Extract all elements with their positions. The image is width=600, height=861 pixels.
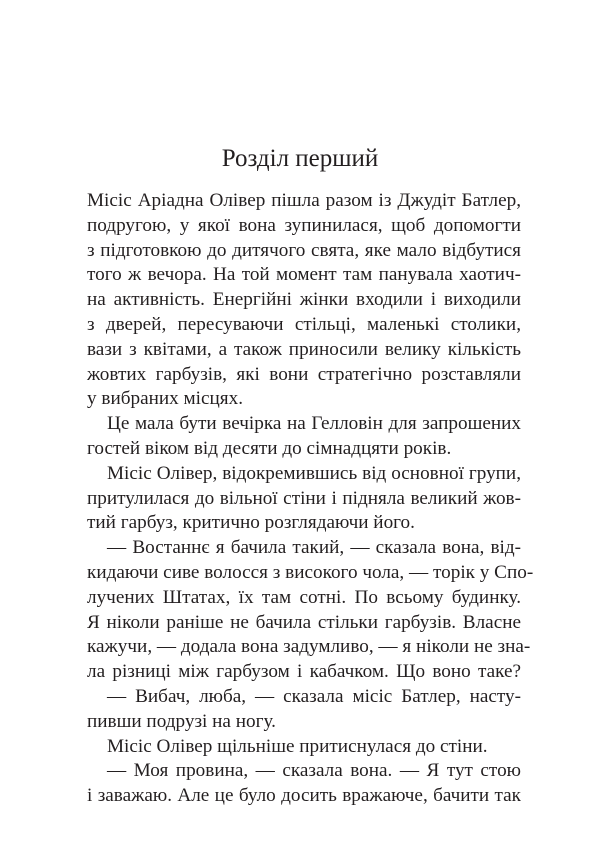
text-line: — Востаннє я бачила такий, — сказала вона, від- — [107, 537, 521, 559]
text-line: кидаючи сиве волосся з високого чола, — торік у Спо- — [87, 561, 534, 583]
text-line: тий гарбуз, критично розглядаючи його. — [87, 512, 415, 534]
text-line: на активність. Енергійні жінки входили і виходили — [87, 289, 521, 311]
text-line: притулилася до вільної стіни і підняла великий жов- — [87, 487, 521, 509]
text-line: того ж вечора. На той момент там панувала хаотич- — [87, 264, 521, 286]
text-line: ла різниці між гарбузом і кабачком. Що воно таке? — [87, 661, 521, 683]
text-line: Я ніколи раніше не бачила стільки гарбузів. Власне — [87, 611, 521, 633]
text-line: з дверей, пересуваючи стільці, маленькі столики, — [87, 313, 521, 335]
text-line: Це мала бути вечірка на Гелловін для запрошених — [107, 413, 521, 435]
text-line: у вибраних місцях. — [87, 388, 243, 410]
text-line: пивши подрузі на ногу. — [87, 710, 276, 732]
text-line: жовтих гарбузів, які вони стратегічно розставляли — [87, 363, 521, 385]
text-line: гостей віком від десяти до сімнадцяти років. — [87, 437, 452, 459]
text-line: — Вибач, люба, — сказала місіс Батлер, насту- — [107, 685, 521, 707]
text-line: подругою, у якої вона зупинилася, щоб допомогти — [87, 214, 521, 236]
text-line: Місіс Олівер щільніше притиснулася до стіни. — [107, 735, 488, 757]
chapter-title: Розділ перший — [221, 145, 379, 172]
text-line: кажучи, — додала вона задумливо, — я ніколи не зна- — [87, 636, 531, 658]
text-line: і заважаю. Але це було досить вражаюче, бачити так — [87, 785, 521, 807]
text-line: — Моя провина, — сказала вона. — Я тут стою — [107, 760, 521, 782]
text-line: вази з квітами, а також приносили велику кількість — [87, 338, 521, 360]
chapter-body-text — [87, 189, 534, 809]
text-line: з підготовкою до дитячого свята, яке мало відбутися — [87, 239, 521, 261]
text-line: лучених Штатах, їх там сотні. По всьому будинку. — [87, 586, 521, 608]
text-line: Місіс Олівер, відокремившись від основної групи, — [107, 462, 521, 484]
text-line: Місіс Аріадна Олівер пішла разом із Джудіт Батлер, — [87, 190, 521, 211]
